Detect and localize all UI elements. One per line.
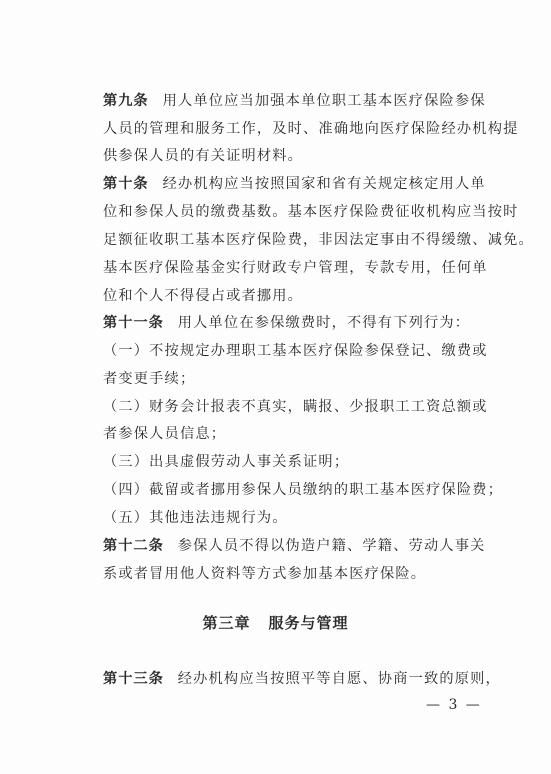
line-text: 基本医疗保险基金实行财政专户管理，专款专用，任何单: [103, 260, 488, 276]
paragraph-line: [0, 369, 551, 389]
paragraph-line: [0, 397, 551, 417]
line-text: 者参保人员信息；: [103, 426, 227, 442]
line-text: （一）不按规定办理职工基本医疗保险参保登记、缴费或: [103, 343, 488, 359]
line-text: 系或者冒用他人资料等方式参加基本医疗保险。: [103, 566, 427, 582]
paragraph-line: [0, 536, 551, 556]
line-text: 位和个人不得侵占或者挪用。: [103, 288, 304, 304]
paragraph-line: [0, 313, 551, 333]
paragraph-line: [0, 119, 551, 139]
paragraph-line: [0, 286, 551, 306]
paragraph-line: [0, 424, 551, 444]
chapter-heading: [0, 612, 551, 633]
paragraph-line: [0, 202, 551, 222]
line-text: 人员的管理和服务工作，及时、准确地向医疗保险经办机构提: [103, 121, 519, 137]
paragraph-line: [0, 146, 551, 166]
line-text: 用人单位在参保缴费时，不得有下列行为：: [177, 315, 471, 331]
paragraph-line: [0, 341, 551, 361]
paragraph-line: [0, 91, 551, 111]
chapter-title: 服务与管理: [268, 614, 349, 632]
article-heading: 第十条: [103, 176, 149, 192]
line-text: 经办机构应当按照国家和省有关规定核定用人单: [162, 176, 486, 192]
paragraph-line: [0, 480, 551, 500]
paragraph-line: [0, 258, 551, 278]
line-text: （二）财务会计报表不真实，瞒报、少报职工工资总额或: [103, 399, 488, 415]
paragraph-line: [0, 508, 551, 528]
article-heading: 第十二条: [103, 538, 164, 554]
line-text: 用人单位应当加强本单位职工基本医疗保险参保: [162, 93, 486, 109]
line-text: （四）截留或者挪用参保人员缴纳的职工基本医疗保险费；: [103, 482, 504, 498]
line-text: 足额征收职工基本医疗保险费，非因法定事由不得缓缴、减免。: [103, 232, 534, 248]
line-text: 者变更手续；: [103, 371, 196, 387]
article-heading: 第九条: [103, 93, 149, 109]
chapter-number: 第三章: [202, 614, 251, 632]
line-text: （三）出具虚假劳动人事关系证明；: [103, 454, 350, 470]
line-text: 供参保人员的有关证明材料。: [103, 148, 304, 164]
line-text: （五）其他违法违规行为。: [103, 510, 288, 526]
article-heading: 第十一条: [103, 315, 164, 331]
paragraph-line: [0, 452, 551, 472]
paragraph-line: [0, 669, 551, 689]
line-text: 参保人员不得以伪造户籍、学籍、劳动人事关: [177, 538, 486, 554]
paragraph-line: [0, 230, 551, 250]
page-number: — 3 —: [426, 697, 482, 713]
article-heading: 第十三条: [103, 671, 164, 687]
paragraph-line: [0, 564, 551, 584]
line-text: 经办机构应当按照平等自愿、协商一致的原则，: [177, 671, 501, 687]
paragraph-line: [0, 174, 551, 194]
line-text: 位和参保人员的缴费基数。基本医疗保险费征收机构应当按时: [103, 204, 519, 220]
